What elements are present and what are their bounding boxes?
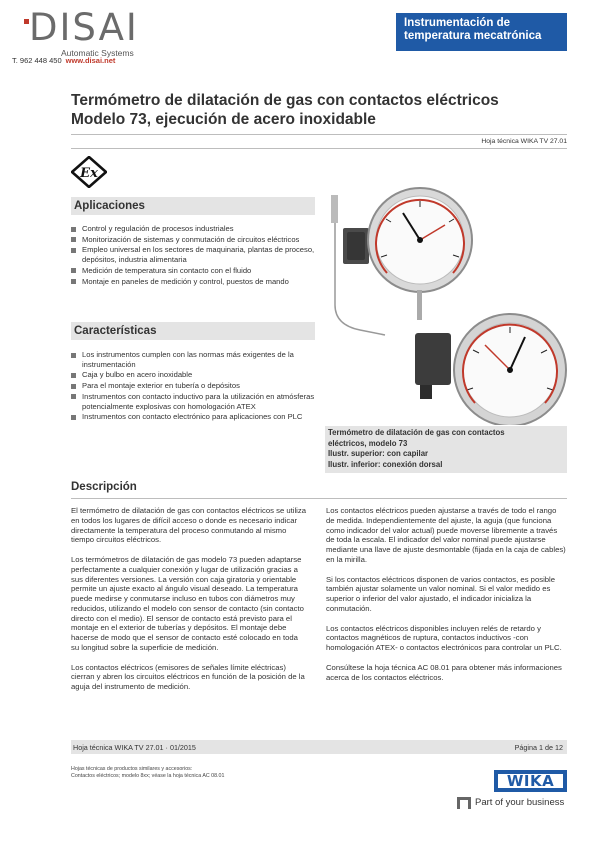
phone-number: T. 962 448 450: [12, 56, 62, 65]
list-item: Instrumentos con contacto electrónico para aplicaciones con PLC: [71, 412, 315, 422]
page-title: [71, 91, 541, 129]
title-line-1: Termómetro de dilatación de gas con contactos eléctricos: [71, 92, 499, 109]
banner-line-1: Instrumentación de: [404, 17, 511, 29]
list-item: Monitorización de sistemas y conmutación de circuitos eléctricos: [71, 235, 315, 245]
list-item: Para el montaje exterior en tubería o depósitos: [71, 381, 315, 391]
paragraph: Los termómetros de dilatación de gas modelo 73 pueden adaptarse perfectamente a cualquier conexión y lugar de utilización gracias a sus diferentes versiones. La versión con caja giratoria y orientable permite un ajuste exacto al ángulo visual deseado. La temperatura puede medirse y conmutarse incluso en tubos con diámetros muy reducidos, utilizando el modelo con sensor de contacto (sin contacto directo con el medio). El sensor de contacto está previsto para el montaje en el exterior de tuberías y depósitos. El montaje debe hacerse de modo que el sensor de contacto esté colocado en toda su longitud sobre la superficie de medición.: [71, 555, 304, 652]
wika-logo: [494, 770, 567, 792]
paragraph: El termómetro de dilatación de gas con contactos eléctricos se utiliza en todos los lugares de difícil acceso o donde es necesario indicar directamente la temperatura del proceso conmutando al mismo tiempo circuitos eléctricos.: [71, 506, 307, 545]
list-item: Caja y bulbo en acero inoxidable: [71, 370, 315, 380]
ex-atex-icon: [71, 156, 107, 193]
list-item: Instrumentos con contacto inductivo para la utilización en atmósferas potencialmente explosivas con homologación ATEX: [71, 392, 315, 411]
paragraph: Los contactos eléctricos pueden ajustarse a través de todo el rango de medida. Independientemente del ajuste, la aguja (que funciona como indicador del valor actual) puede moverse libremente a través de toda la escala. El indicador del valor nominal puede ajustarse mediante una llave de ajuste desmontable (fijada en la caja de cables) en la mirilla.: [326, 506, 566, 564]
category-banner: [396, 13, 567, 51]
paragraph: Los contactos eléctricos (emisores de señales límite eléctricas) cierran y abren los circuitos eléctricos en función de la posición de la aguja del instrumento de medición.: [71, 662, 305, 691]
banner-line-2: temperatura mecatrónica: [404, 30, 542, 42]
paragraph: Los contactos eléctricos disponibles incluyen relés de retardo y contactos magnéticos de ruptura, contactos inductivos -con homologación ATEX- o contactos electrónicos para controlar un PLC.: [326, 623, 562, 652]
related-sheets-note: [71, 766, 224, 780]
paragraph: Consúltese la hoja técnica AC 08.01 para obtener más informaciones acerca de los contactos eléctricos.: [326, 662, 562, 682]
divider: [71, 148, 567, 149]
logo-wordmark: DISAI: [29, 6, 139, 49]
list-item: Montaje en paneles de medición y control, puestos de mando: [71, 277, 315, 287]
list-item: Medición de temperatura sin contacto con el fluido: [71, 266, 315, 276]
caption-line: Ilustr. superior: con capilar: [328, 449, 429, 459]
svg-text:Ex: Ex: [80, 166, 98, 181]
footer-bar: [71, 740, 567, 754]
product-photo: [325, 185, 567, 425]
caption-line: Ilustr. inferior: conexión dorsal: [328, 459, 443, 469]
website-link[interactable]: www.disai.net: [65, 56, 116, 65]
tagline-icon: [457, 796, 471, 808]
aplicaciones-list: [71, 224, 315, 287]
contact-line: [12, 56, 115, 65]
description-left-column: [71, 506, 307, 702]
section-heading-aplicaciones: Aplicaciones: [71, 197, 315, 215]
caption-line: Termómetro de dilatación de gas con contactos: [328, 428, 505, 437]
photo-caption: [325, 426, 567, 473]
note-line: Contactos eléctricos; modelo 8xx; véase la hoja técnica AC 08.01: [71, 773, 225, 779]
sheet-reference: Hoja técnica WIKA TV 27.01: [481, 138, 567, 145]
footer-sheet-date: Hoja técnica WIKA TV 27.01 · 01/2015: [73, 743, 196, 752]
divider: [71, 498, 567, 499]
logo-subtitle: Automatic Systems: [61, 48, 134, 58]
list-item: Control y regulación de procesos industriales: [71, 224, 315, 234]
wika-logo-text: WIKA: [498, 774, 563, 788]
caption-line: eléctricos, modelo 73: [328, 438, 408, 448]
paragraph: Si los contactos eléctricos disponen de varios contactos, es posible también ajustar solamente un valor nominal. Si el valor medido es superior o inferior del valor ajustado, el indicador inicializa la conmutación.: [326, 574, 556, 613]
caracteristicas-list: [71, 350, 315, 423]
list-item: Empleo universal en los sectores de maquinaria, plantas de proceso, depósitos, industria alimentaria: [71, 245, 315, 264]
divider: [71, 134, 567, 135]
note-line: Hojas técnicas de productos similares y accesorios:: [71, 766, 193, 772]
title-line-2: Modelo 73, ejecución de acero inoxidable: [71, 111, 376, 128]
section-heading-descripcion: Descripción: [71, 481, 137, 493]
description-right-column: [326, 506, 566, 692]
section-heading-caracteristicas: Características: [71, 322, 315, 340]
page-number: Página 1 de 12: [514, 743, 563, 752]
tagline: Part of your business: [475, 797, 565, 808]
list-item: Los instrumentos cumplen con las normas más exigentes de la instrumentación: [71, 350, 315, 369]
